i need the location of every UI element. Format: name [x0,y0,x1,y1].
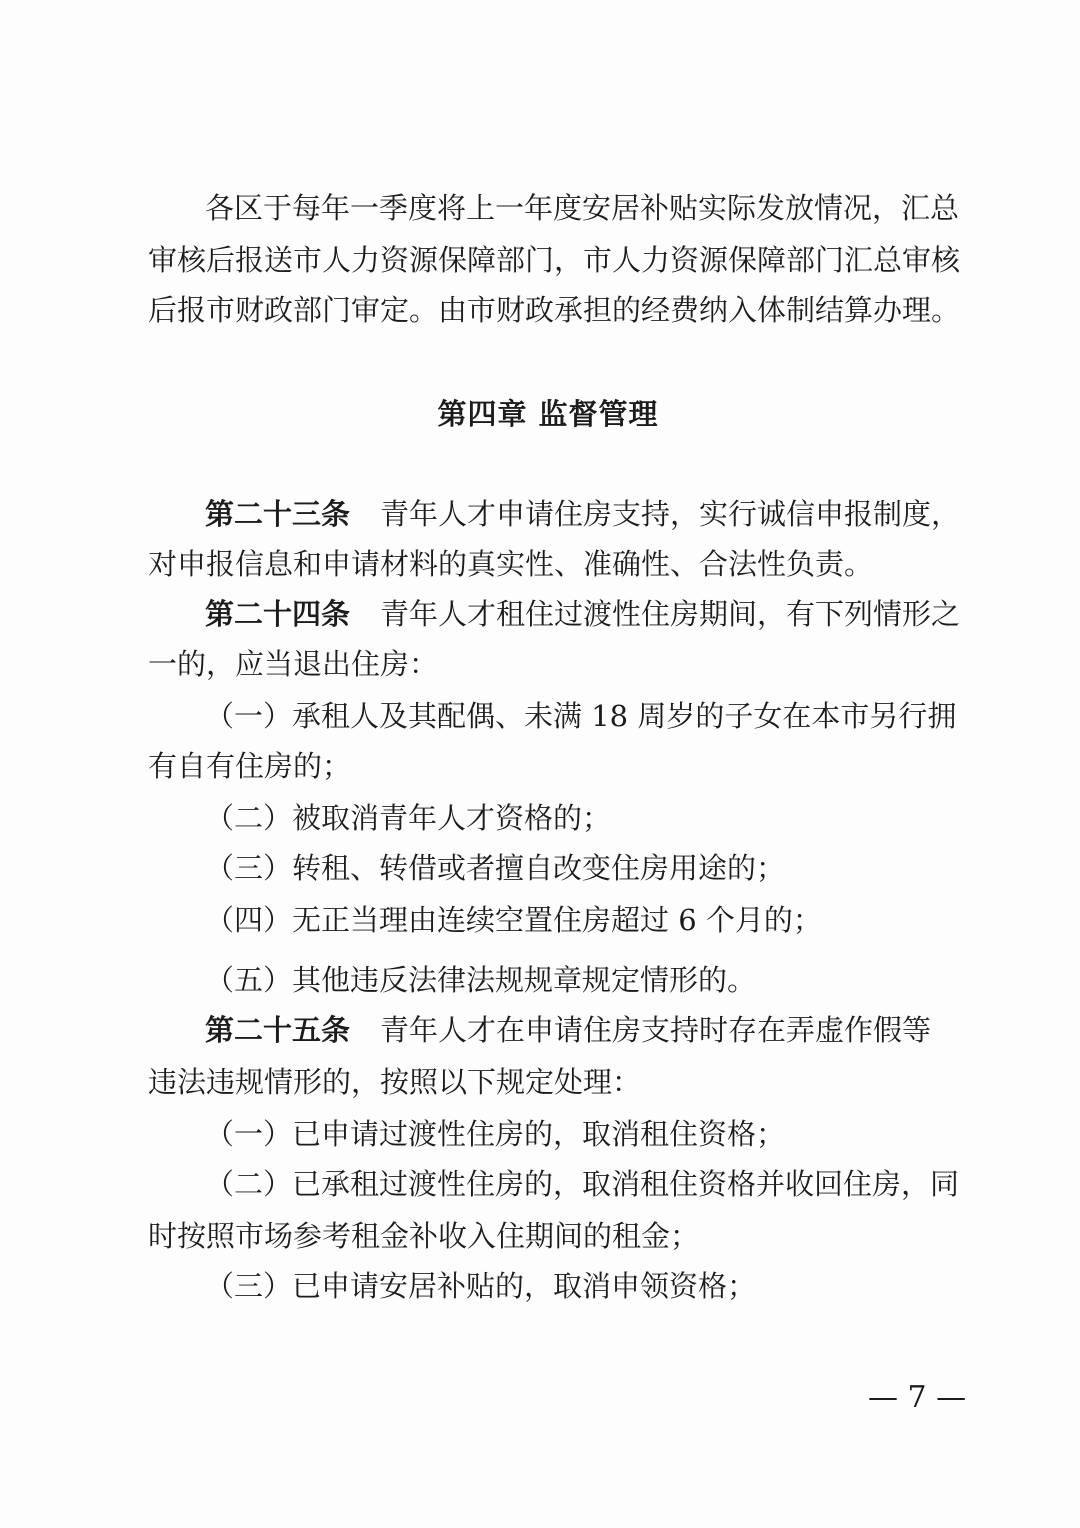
article-24-first-line [205,588,961,640]
article-25-label: 第二十五条 [205,1013,351,1047]
article-24-text: 青年人才租住过渡性住房期间，有下列情形之 [380,597,961,631]
list-item: 有自有住房的； [148,749,352,783]
article-23-first-line [205,488,961,540]
article-23-label: 第二十三条 [205,497,351,531]
paragraph-line: 后报市财政部门审定。由市财政承担的经费纳入体制结算办理。 [148,293,961,327]
list-item: （三）转租、转借或者擅自改变住房用途的； [205,851,786,885]
list-item: （五）其他违反法律法规规章规定情形的。 [205,963,757,997]
list-item: （一）承租人及其配偶、未满 18 周岁的子女在本市另行拥 [205,699,957,733]
list-item: （三）已申请安居补贴的，取消申领资格； [205,1269,757,1303]
article-25-first-line [205,1004,950,1056]
chapter-heading: 第四章 监督管理 [437,397,659,431]
page-number: — 7 — [868,1380,967,1415]
list-item: （一）已申请过渡性住房的，取消租住资格； [205,1117,786,1151]
article-line: 对申报信息和申请材料的真实性、准确性、合法性负责。 [148,547,874,581]
list-item: （二）被取消青年人才资格的； [205,801,612,835]
list-item: （四）无正当理由连续空置住房超过 6 个月的； [205,903,822,937]
article-23-text: 青年人才申请住房支持，实行诚信申报制度， [380,497,961,531]
list-item: 时按照市场参考租金补收入住期间的租金； [148,1219,700,1253]
article-line: 一的，应当退出住房： [148,647,439,681]
article-25-text: 青年人才在申请住房支持时存在弄虚作假等 [380,1013,932,1047]
article-line: 违法违规情形的，按照以下规定处理： [148,1065,642,1099]
paragraph-line: 各区于每年一季度将上一年度安居补贴实际发放情况，汇总 [205,191,960,225]
article-24-label: 第二十四条 [205,597,351,631]
list-item: （二）已承租过渡性住房的，取消租住资格并收回住房，同 [205,1167,960,1201]
paragraph-line: 审核后报送市人力资源保障部门，市人力资源保障部门汇总审核 [148,243,961,277]
